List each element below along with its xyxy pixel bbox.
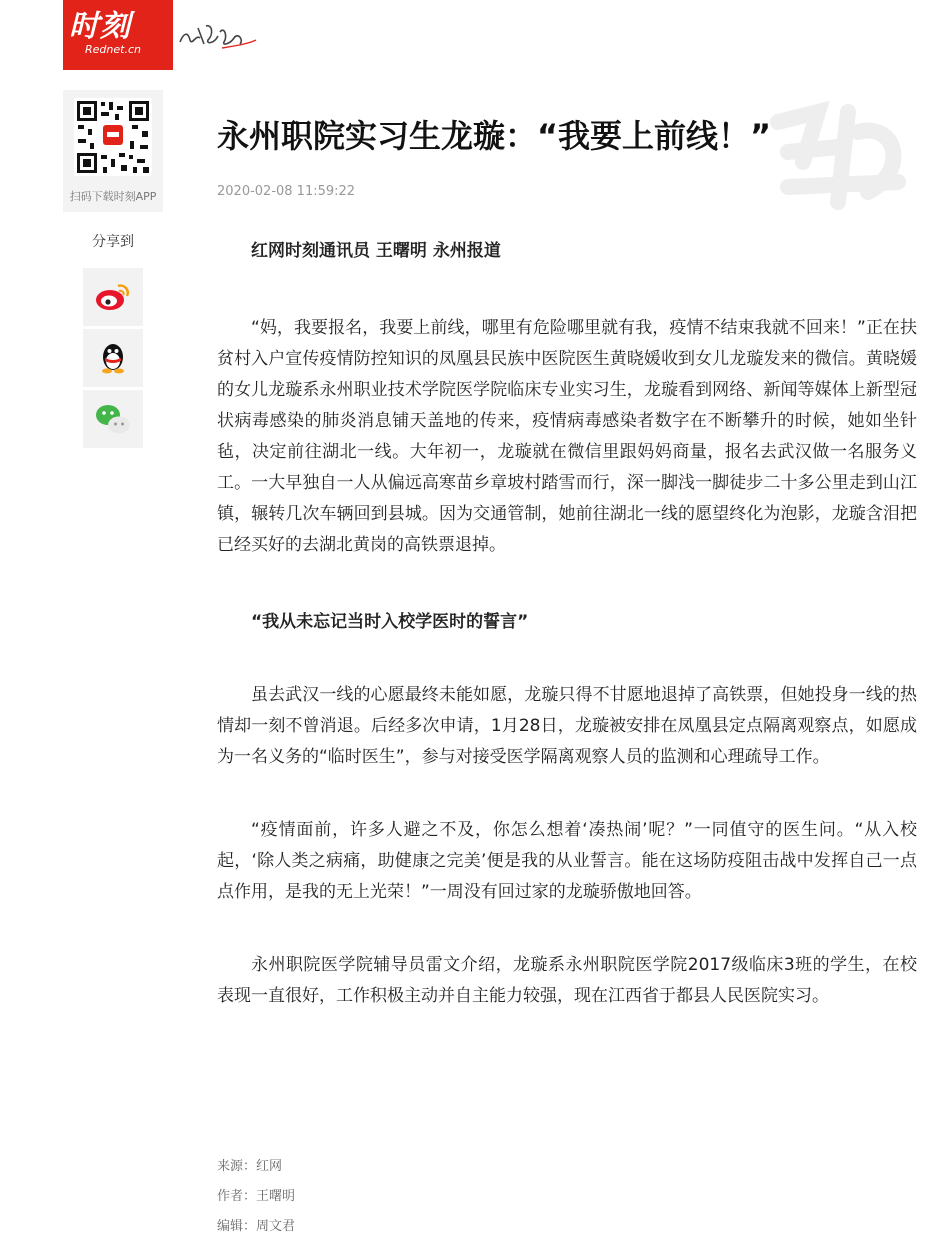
qr-label: 扫码下载时刻APP bbox=[69, 190, 157, 203]
article-paragraph: “妈，我要报名，我要上前线，哪里有危险哪里就有我，疫情不结束我就不回来！”正在扶贫村入户宣传疫情防控知识的凤凰县民族中医院医生黄晓媛收到女儿龙璇发来的微信。黄晓媛的女儿龙璇系永州职业技术学院医学院临床专业实习生，龙璇看到网络、新闻等媒体上新型冠状病毒感染的肺炎消息铺天盖地的传来，疫情病毒感染者数字在不断攀升的时候，她如坐针毡，决定前往湖北一线。大年初一，龙璇就在微信里跟妈妈商量，报名去武汉做一名服务义工。一大早独自一人从偏远高寒苗乡章坡村踏雪而行，深一脚浅一脚徒步二十多公里走到山江镇，辗转几次车辆回到县城。因为交通管制，她前往湖北一线的愿望终化为泡影，龙璇含泪把已经买好的去湖北黄岗的高铁票退掉。 bbox=[217, 318, 917, 555]
logo-subtext: Rednet.cn bbox=[85, 43, 141, 56]
article-paragraph: 永州职院医学院辅导员雷文介绍，龙璇系永州职院医学院2017级临床3班的学生，在校表现一直很好，工作积极主动并自主能力较强，现在江西省于都县人民医院实习。 bbox=[217, 955, 917, 1006]
article-date: 2020-02-08 11:59:22 bbox=[217, 184, 356, 199]
article-paragraph: 虽去武汉一线的心愿最终未能如愿，龙璇只得不甘愿地退掉了高铁票，但她投身一线的热情却一刻不曾消退。后经多次申请，1月28日，龙璇被安排在凤凰县定点隔离观察点，如愿成为一名义务的“临时医生”，参与对接受医学隔离观察人员的监测和心理疏导工作。 bbox=[217, 685, 917, 767]
share-label: 分享到 bbox=[92, 234, 134, 250]
article-paragraph: “疫情面前，许多人避之不及，你怎么想着‘凑热闹’呢？”一同值守的医生问。“从入校起，‘除人类之病痛，助健康之完美’便是我的从业誓言。能在这场防疫阻击战中发挥自己一点点作用，是我的无上光荣！”一周没有回过家的龙璇骄傲地回答。 bbox=[217, 820, 917, 902]
qq-icon bbox=[94, 339, 132, 377]
share-wechat-button[interactable] bbox=[83, 390, 143, 448]
article-title: 永州职院实习生龙璇：“我要上前线！” bbox=[217, 117, 772, 155]
site-logo[interactable] bbox=[63, 0, 173, 70]
qr-code-icon bbox=[74, 98, 152, 176]
article-meta bbox=[217, 1152, 295, 1242]
share-qq-button[interactable] bbox=[83, 329, 143, 387]
article-editor: 编辑：周文君 bbox=[217, 1219, 296, 1234]
wechat-icon bbox=[94, 400, 132, 438]
article-body bbox=[217, 236, 917, 1012]
share-weibo-button[interactable] bbox=[83, 268, 143, 326]
weibo-icon bbox=[94, 278, 132, 316]
article-subheading: “我从未忘记当时入校学医时的誓言” bbox=[251, 612, 529, 632]
article-source: 来源：红网 bbox=[217, 1159, 283, 1174]
article-author: 作者：王曙明 bbox=[217, 1189, 296, 1204]
logo-text: 时刻 bbox=[69, 9, 131, 44]
article-byline: 红网时刻通讯员 王曙明 永州报道 bbox=[251, 241, 501, 261]
app-qr-panel bbox=[63, 90, 163, 212]
signature-graphic bbox=[178, 14, 258, 54]
